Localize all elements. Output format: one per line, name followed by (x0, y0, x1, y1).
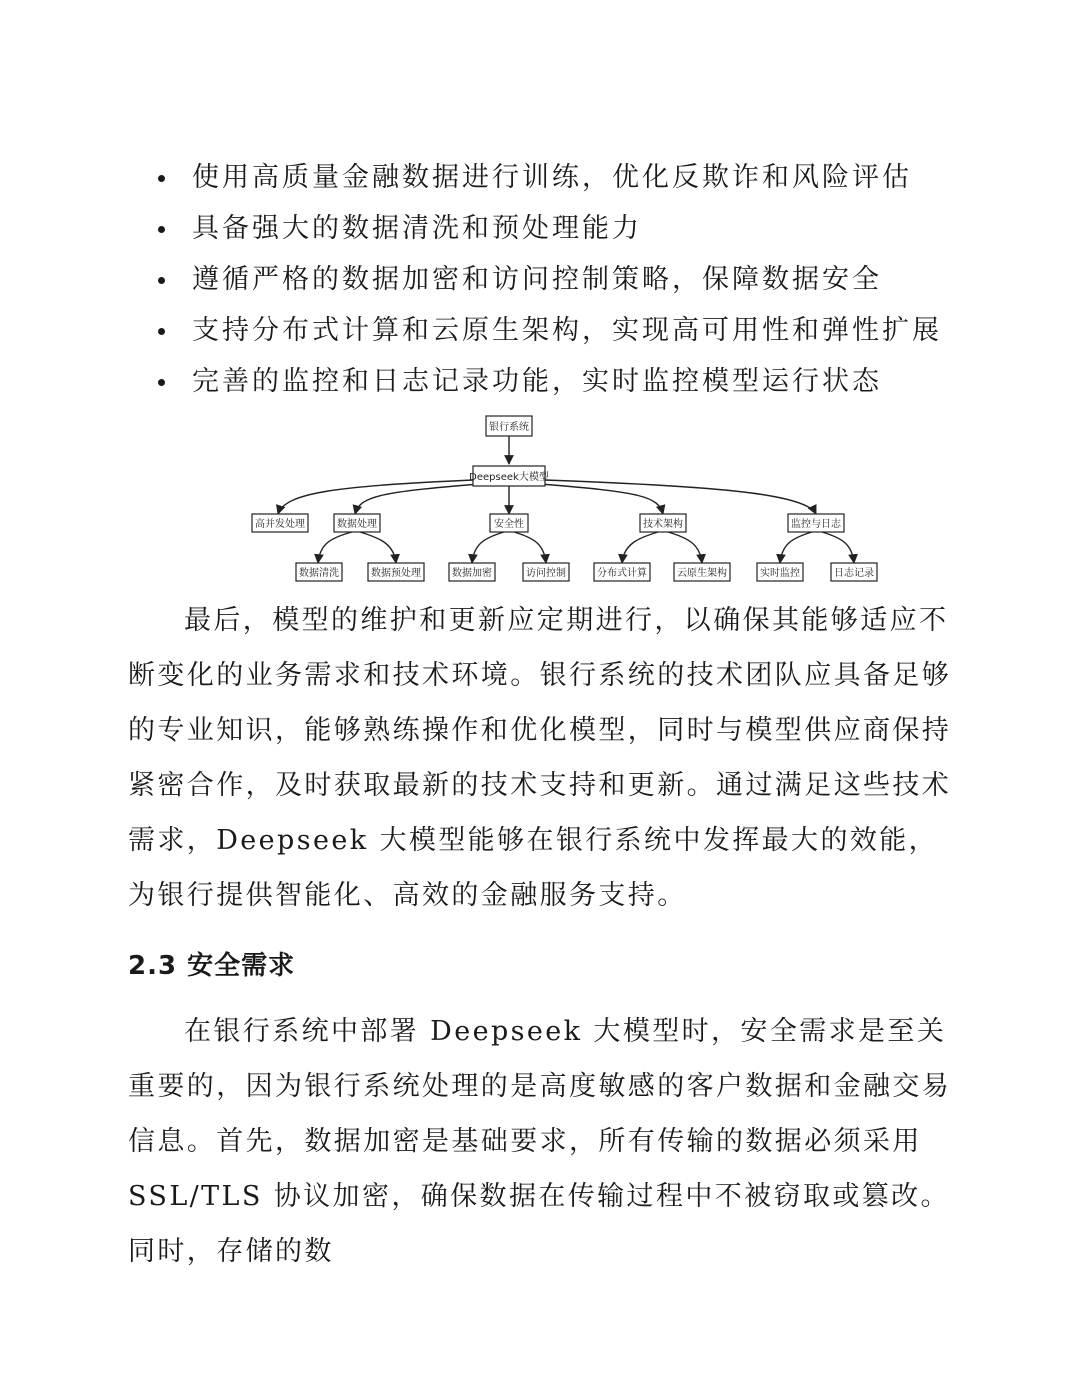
node-model-label: Deepseek大模型 (469, 472, 549, 483)
node-l3-2-label: 数据预处理 (371, 568, 421, 579)
bullet-item (0, 356, 1080, 407)
edge-data-processing-cleaning (318, 532, 352, 563)
requirement-bullet-list (0, 152, 1080, 407)
section-heading: 2.3 安全需求 (128, 951, 296, 981)
bullet-item (0, 152, 1080, 203)
bullet-item (0, 254, 1080, 305)
bullet-text: 遵循严格的数据加密和访问控制策略，保障数据安全 (192, 264, 882, 295)
bullet-dot-icon (158, 379, 165, 386)
bullet-text: 支持分布式计算和云原生架构，实现高可用性和弹性扩展 (192, 315, 942, 346)
node-l2-5-label: 监控与日志 (791, 519, 841, 530)
node-l3-8-label: 日志记录 (834, 568, 874, 579)
edge-monitoring-realtime (780, 532, 812, 563)
node-l2-2-label: 数据处理 (337, 519, 377, 530)
node-l3-7-label: 实时监控 (760, 568, 800, 579)
edge-security-access-control (514, 532, 546, 563)
bullet-dot-icon (158, 328, 165, 335)
node-l2-4-label: 技术架构 (643, 519, 683, 530)
bullet-text: 完善的监控和日志记录功能，实时监控模型运行状态 (192, 366, 882, 397)
node-l2-3-label: 安全性 (494, 519, 524, 530)
edge-model-monitoring (545, 480, 816, 514)
bullet-text: 具备强大的数据清洗和预处理能力 (192, 213, 642, 244)
edge-model-data-processing (355, 484, 480, 514)
edge-security-encryption (472, 532, 504, 563)
architecture-diagram-svg (240, 408, 880, 588)
bullet-dot-icon (158, 277, 165, 284)
architecture-diagram (240, 408, 880, 588)
bullet-text: 使用高质量金融数据进行训练，优化反欺诈和风险评估 (192, 162, 912, 193)
bullet-dot-icon (158, 226, 165, 233)
node-l3-5-label: 分布式计算 (597, 568, 647, 579)
security-paragraph: 在银行系统中部署 Deepseek 大模型时，安全需求是至关重要的，因为银行系统处理的是高度敏感的客户数据和金融交易信息。首先，数据加密是基础要求，所有传输的数据必须采用 SSL/TLS 协议加密，确保数据在传输过程中不被窃取或篡改。同时，存储的数 (128, 1016, 952, 1267)
bullet-dot-icon (158, 175, 165, 182)
node-l2-1-label: 高并发处理 (255, 519, 305, 530)
maintenance-paragraph: 最后，模型的维护和更新应定期进行，以确保其能够适应不断变化的业务需求和技术环境。银行系统的技术团队应具备足够的专业知识，能够熟练操作和优化模型，同时与模型供应商保持紧密合作，及时获取最新的技术支持和更新。通过满足这些技术需求，Deepseek 大模型能够在银行系统中发挥最大的效能，为银行提供智能化、高效的金融服务支持。 (128, 605, 952, 911)
edge-model-tech-architecture (540, 484, 663, 514)
edge-tech-distributed (622, 532, 658, 563)
node-l3-4-label: 访问控制 (526, 568, 566, 579)
edge-data-processing-preprocessing (360, 532, 396, 563)
bullet-item (0, 203, 1080, 254)
node-l3-6-label: 云原生架构 (677, 568, 727, 579)
edge-monitoring-logging (822, 532, 854, 563)
node-root-label: 银行系统 (489, 422, 529, 433)
node-l3-1-label: 数据清洗 (299, 568, 339, 579)
bullet-item (0, 305, 1080, 356)
node-l3-3-label: 数据加密 (452, 568, 492, 579)
edge-tech-cloud-native (668, 532, 702, 563)
